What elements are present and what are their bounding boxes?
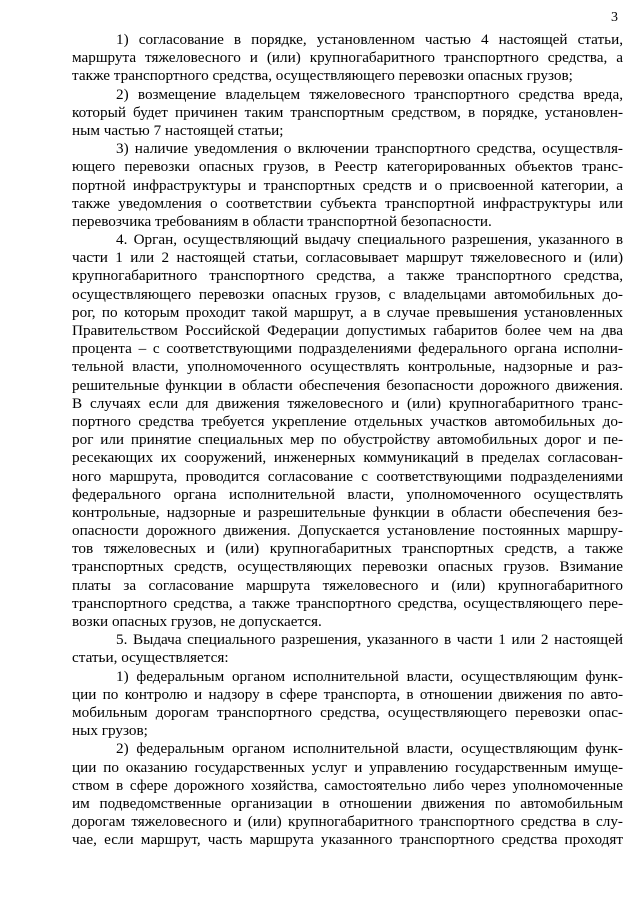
text-line: ресекающих их сооружений, инженерных коммуникаций в пределах согласован-	[72, 449, 623, 467]
paragraph	[72, 231, 623, 631]
text-line: рог или принятие специальных мер по обустройству автомобильных дорог и пе-	[72, 431, 623, 449]
document-body	[72, 31, 623, 849]
text-line: крупногабаритного транспортного средства, а также транспортного средства,	[72, 267, 623, 285]
text-line: тов тяжеловесных и (или) крупногабаритных транспортных средств, а также	[72, 540, 623, 558]
paragraph	[72, 31, 623, 86]
paragraph	[72, 86, 623, 141]
text-line: осуществляющего перевозки опасных грузов, с владельцами автомобильных до-	[72, 285, 623, 303]
text-line: им подведомственные организации в отношении движения по автомобильным	[72, 794, 623, 812]
text-line: части 1 или 2 настоящей статьи, согласовывает маршрут тяжеловесного и (или)	[72, 249, 623, 267]
paragraph	[72, 631, 623, 667]
text-line: мобильным дорогам транспортного средства, осуществляющего перевозки опас-	[72, 703, 623, 721]
text-line: портного средства требуется укрепление отдельных участков автомобильных до-	[72, 412, 623, 430]
text-line: который будет причинен таким транспортным средством, в порядке, установлен-	[72, 103, 623, 121]
text-line: контрольные, надзорные и разрешительные функции в области обеспечения без-	[72, 503, 623, 521]
text-line: 1) федеральным органом исполнительной власти, осуществляющим функ-	[116, 667, 623, 685]
text-line: транспортных средств, осуществляющих перевозки опасных грузов. Взимание	[72, 558, 623, 576]
text-line: возки опасных грузов, не допускается.	[72, 613, 322, 630]
text-line: ным частью 7 настоящей статьи;	[72, 121, 284, 139]
text-line: ством в сфере дорожного хозяйства, самостоятельно либо через уполномоченные	[72, 776, 623, 794]
text-line: 4. Орган, осуществляющий выдачу специального разрешения, указанного в	[116, 231, 623, 249]
paragraph	[72, 668, 623, 741]
text-line: 3) наличие уведомления о включении транспортного средства, осуществля-	[116, 140, 623, 158]
text-line: также транспортного средства, осуществляющего перевозки опасных грузов;	[72, 67, 573, 85]
text-line: платы за согласование маршрута тяжеловесного и (или) крупногабаритного	[72, 576, 623, 594]
text-line: процента – с соответствующими подразделениями федерального органа исполни-	[72, 340, 623, 358]
text-line: ных грузов;	[72, 722, 148, 740]
text-line: рог, по которым проходит такой маршрут, а в случае превышения установленных	[72, 303, 623, 321]
text-line: портной инфраструктуры и транспортных средств и о присвоенной категории, а	[72, 176, 623, 194]
text-line: ции по оказанию государственных услуг и управлению государственным имуще-	[72, 758, 623, 776]
text-line: Правительством Российской Федерации допустимых габаритов более чем на два	[72, 322, 623, 339]
text-line: федерального органа исполнительной власти, уполномоченного осуществлять	[72, 485, 623, 503]
paragraph	[72, 140, 623, 231]
text-line: также уведомления о соответствии субъекта транспортной инфраструктуры или	[72, 194, 623, 212]
text-line: транспортного средства, а также транспортного средства, осуществляющего пере-	[72, 594, 623, 612]
text-line: маршрута тяжеловесного и (или) крупногабаритного транспортного средства, а	[72, 49, 623, 67]
text-line: тельной власти, уполномоченного осуществлять контрольные, надзорные и раз-	[72, 358, 623, 376]
text-line: дорогам тяжеловесного и (или) крупногабаритного транспортного средства в слу-	[72, 813, 623, 831]
text-line: ющего перевозки опасных грузов, в Реестр категорированных объектов транс-	[72, 158, 623, 176]
text-line: ции по контролю и надзору в сфере транспорта, в отношении движения по авто-	[72, 685, 623, 703]
page-number: 3	[611, 10, 618, 25]
text-line: 2) возмещение владельцем тяжеловесного транспортного средства вреда,	[116, 85, 623, 103]
text-line: решительные функции в области обеспечения безопасности дорожного движения.	[72, 376, 623, 394]
text-line: опасности дорожного движения. Допускается установление постоянных маршру-	[72, 522, 623, 540]
text-line: ного маршрута, проводится согласование с соответствующими подразделениями	[72, 467, 623, 485]
text-line: 1) согласование в порядке, установленном частью 4 настоящей статьи,	[116, 31, 623, 48]
text-line: перевозчика требованиям в области транспортной безопасности.	[72, 212, 492, 230]
paragraph	[72, 740, 623, 849]
text-line: В случаях если для движения тяжеловесного и (или) крупногабаритного транс-	[72, 394, 623, 412]
text-line: чае, если маршрут, часть маршрута указанного транспортного средства проходят	[72, 831, 623, 849]
text-line: 2) федеральным органом исполнительной власти, осуществляющим функ-	[116, 740, 623, 758]
text-line: 5. Выдача специального разрешения, указанного в части 1 или 2 настоящей	[116, 631, 623, 649]
text-line: статьи, осуществляется:	[72, 649, 229, 667]
